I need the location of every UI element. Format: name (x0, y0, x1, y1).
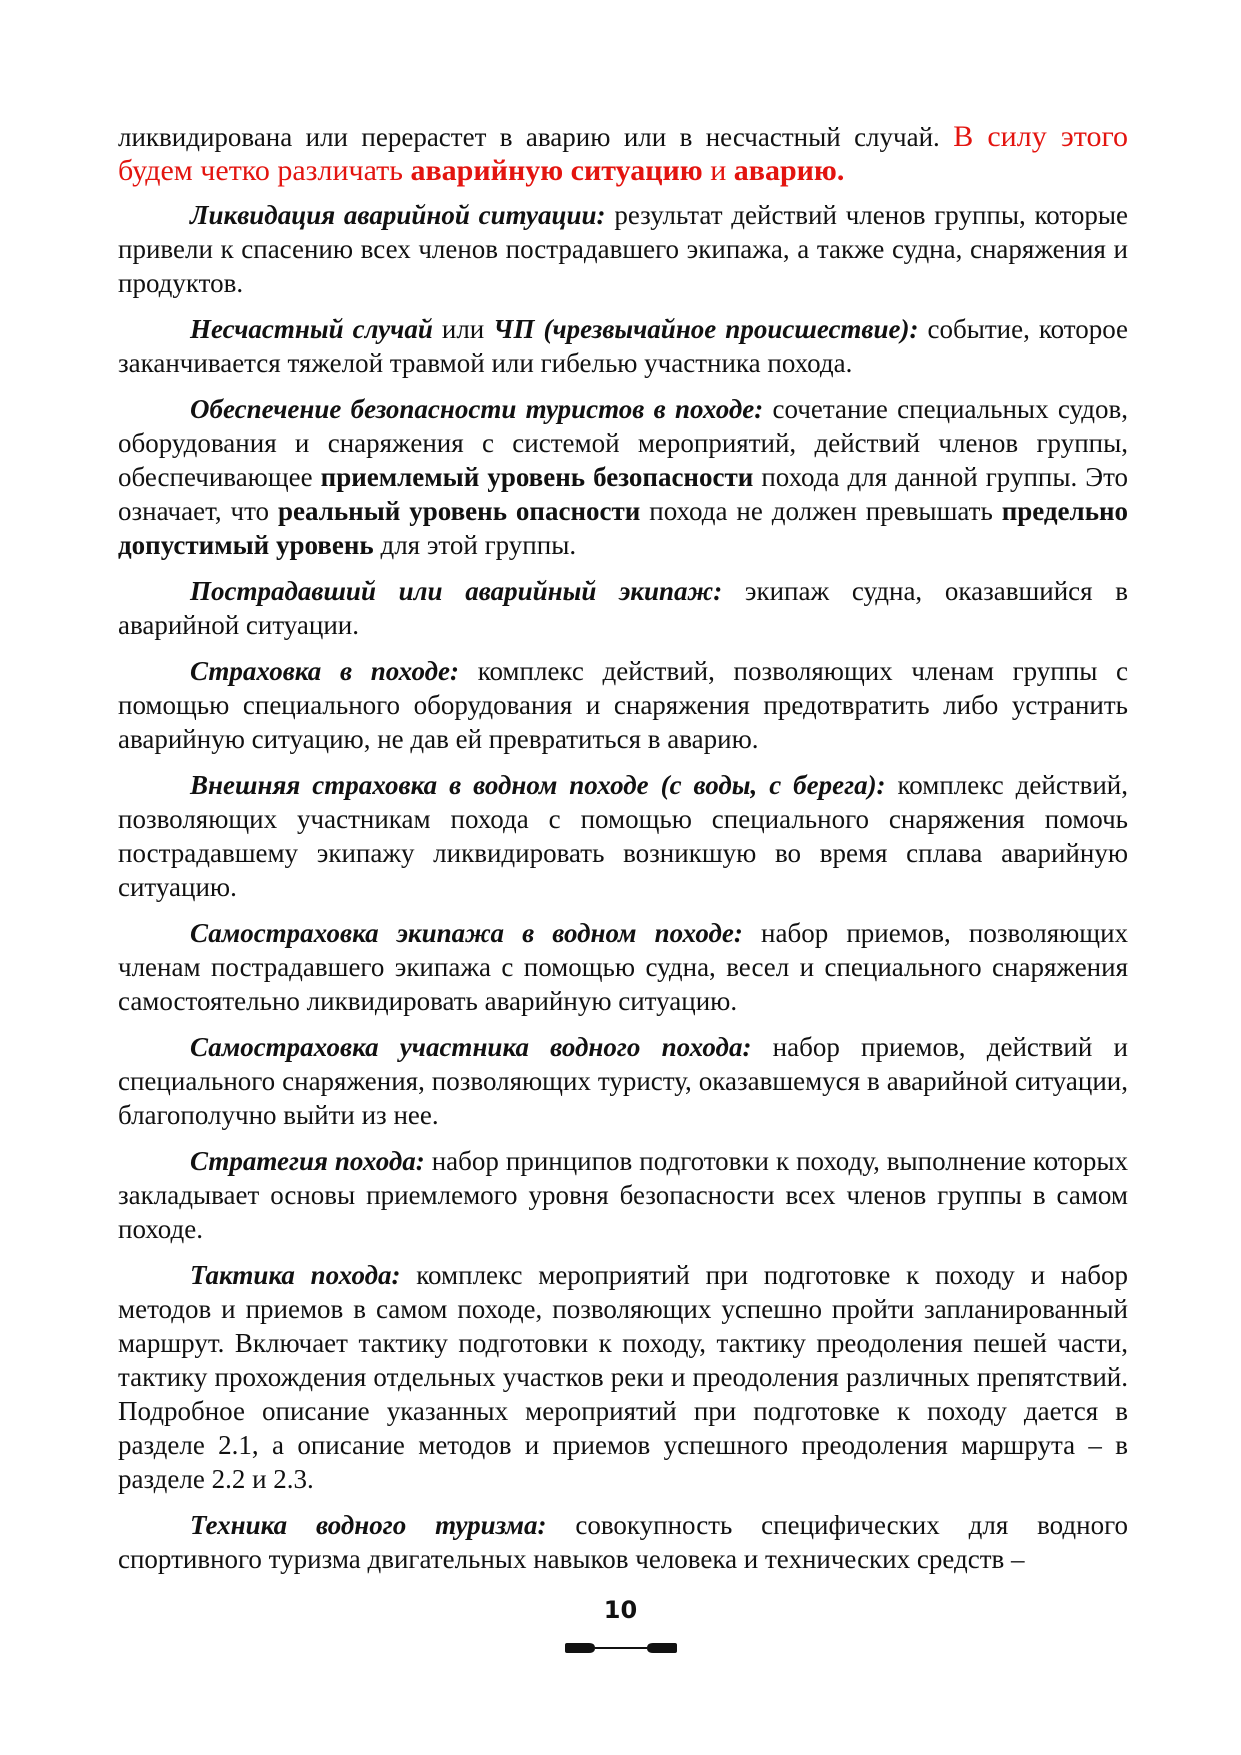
definition-text: экипаж судна, оказавшийся в аварийной ситуации. (118, 576, 1128, 640)
definition-text: комплекс мероприятий при подготовке к походу и набор методов и приемов в самом походе, позволяющих успешно пройти запланированный маршрут. Включает тактику подготовки к походу, тактику преодоления пешей части, тактику прохождения отдельных участков реки и преодоления различных препятствий. Подробное описание указанных мероприятий при подготовке к походу дается в разделе 2.1, а описание методов и приемов успешного преодоления маршрута – в разделе 2.2 и 2.3. (118, 1260, 1128, 1494)
bold-phrase: реальный уровень опасности (277, 496, 641, 526)
page-number: 10 (603, 1596, 638, 1624)
definition-text: сочетание специальных судов, оборудования и снаряжения с системой мероприятий, действий членов группы, обеспечивающее (118, 394, 1129, 492)
highlight-term-situation: аварийную ситуацию (410, 154, 703, 187)
definition-text: событие, которое заканчивается тяжелой травмой или гибелью участника похода. (118, 314, 1129, 378)
definition-term-alt: ЧП (чрезвычайное происшествие): (493, 314, 919, 344)
definition-paragraph (118, 916, 1128, 1018)
definition-text: похода для данной группы. Это означает, что (118, 462, 1129, 526)
definition-text: для этой группы. (380, 530, 577, 560)
definition-term: Пострадавший или аварийный экипаж: (190, 576, 723, 606)
highlight-term-accident: аварию. (733, 154, 845, 187)
definition-term: Тактика похода: (190, 1260, 401, 1290)
definition-text: результат действий членов группы, которые привели к спасению всех членов пострадавшего экипажа, а также судна, снаряжения и продуктов. (118, 200, 1128, 298)
definition-paragraph (118, 312, 1128, 380)
bold-phrase: предельно допустимый уровень (118, 496, 1129, 560)
definition-paragraph (118, 1258, 1128, 1496)
definition-term: Техника водного туризма: (190, 1510, 547, 1540)
intro-text: ликвидирована или перерастет в аварию или в несчастный случай. (118, 122, 940, 152)
definition-text: похода не должен превышать (649, 496, 993, 526)
definition-paragraph (118, 574, 1128, 642)
definition-paragraph (118, 392, 1128, 562)
definition-term: Самостраховка экипажа в водном походе: (190, 918, 743, 948)
page-body (118, 120, 1128, 1588)
definition-term: Несчастный случай (190, 314, 433, 344)
definition-paragraph (118, 1508, 1128, 1576)
definition-text: совокупность специфических для водного спортивного туризма двигательных навыков человека и технических средств – (118, 1510, 1128, 1574)
bold-phrase: приемлемый уровень безопасности (320, 462, 754, 492)
definition-text: комплекс действий, позволяющих членам группы с помощью специального оборудования и снаряжения предотвратить либо устранить аварийную ситуацию, не дав ей превратиться в аварию. (118, 656, 1128, 754)
intro-paragraph (118, 120, 1128, 188)
definition-paragraph (118, 654, 1128, 756)
definition-paragraph (118, 198, 1128, 300)
definition-text: комплекс действий, позволяющих участникам похода с помощью специального снаряжения помочь пострадавшему экипажу ликвидировать возникшую во время сплава аварийную ситуацию. (118, 770, 1129, 902)
definition-connector: или (441, 314, 485, 344)
highlight-and: и (710, 154, 727, 187)
definition-paragraph (118, 768, 1128, 904)
definition-paragraph (118, 1144, 1128, 1246)
highlight-prefix: В силу этого будем четко различать (118, 120, 1129, 187)
definition-text: набор приемов, позволяющих членам пострадавшего экипажа с помощью судна, весел и специального снаряжения самостоятельно ликвидировать аварийную ситуацию. (118, 918, 1129, 1016)
definition-text: набор приемов, действий и специального снаряжения, позволяющих туристу, оказавшемуся в аварийной ситуации, благополучно выйти из нее. (118, 1032, 1128, 1130)
definition-term: Ликвидация аварийной ситуации: (190, 200, 606, 230)
definition-text: набор принципов подготовки к походу, выполнение которых закладывает основы приемлемого уровня безопасности всех членов группы в самом походе. (118, 1146, 1129, 1244)
definition-term: Самостраховка участника водного похода: (190, 1032, 752, 1062)
definition-term: Обеспечение безопасности туристов в походе: (190, 394, 764, 424)
definition-paragraph (118, 1030, 1128, 1132)
definition-term: Страховка в походе: (190, 656, 460, 686)
definition-term: Внешняя страховка в водном походе (с воды, с берега): (190, 770, 886, 800)
definition-term: Стратегия похода: (190, 1146, 425, 1176)
paddle-ornament-icon (565, 1638, 677, 1658)
